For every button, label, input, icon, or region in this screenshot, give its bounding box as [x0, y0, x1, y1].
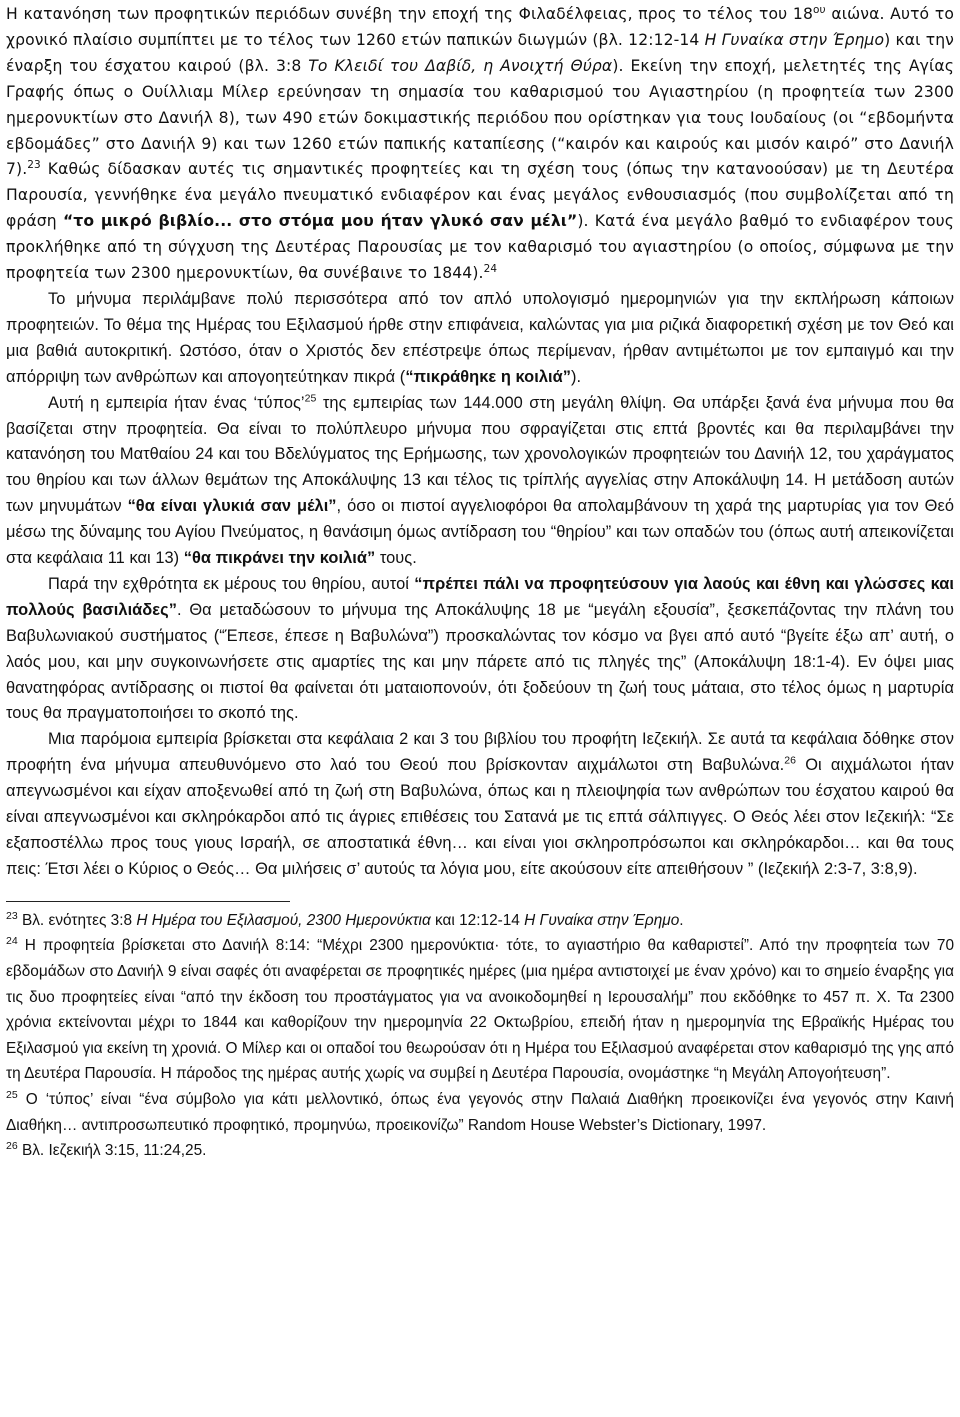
paragraph-2 — [6, 287, 954, 391]
text-run: ). — [570, 367, 582, 386]
footnote-reference: 26 — [784, 754, 797, 767]
text-run: Η προφητεία βρίσκεται στο Δανιήλ 8:14: “Μέχρι 2300 ημερονύκτια· τότε, το αγιαστήριο θα καθαριστεί”. Από την προφητεία των 70 εβδομάδων στο Δανιήλ 9 είναι σαφές ότι αναφέρεται σε προφητικές ημέρες (μια ημέρα αντιστοιχεί με έναν χρόνο) και το σημείο έναρξης για τις δυο προφητείες είναι “από την έκδοση του προστάγματος για να ανοικοδομηθεί η Ιερουσαλήμ” που εκδόθηκε το 457 π. Χ. Τα 2300 χρόνια εκτείνονται μέχρι το 1844 και καθορίζουν την ημερομηνία 22 Οκτωβρίου, επειδή ήταν η ημερομηνία της Εβραϊκής Ημέρας του Εξιλασμού για εκείνη τη χρονιά. Ο Μίλερ και οι οπαδοί του θεωρούσαν ότι η Ημέρα του Εξιλασμού αναφέρεται στον καθαρισμό της γης από τη Δευτέρα Παρουσία. Η πάροδος της ημέρας αυτής χωρίς να συμβεί η Δευτέρα Παρουσία, ονομάστηκε “η Μεγάλη Απογοήτευση”. — [6, 937, 954, 1083]
footnote-reference: 23 — [6, 909, 18, 922]
footnote-separator — [6, 901, 290, 902]
footnote-reference: ου — [812, 3, 826, 16]
footnote-reference: 23 — [27, 159, 41, 172]
text-run: αιώνα. Αυτό το χρονικό πλαίσιο συμπίπτει με το τέλος των 1260 ετών παπικών διωγμών (βλ. 12:12-14 — [6, 5, 954, 49]
bold-quote: “θα είναι γλυκιά σαν μέλι” — [127, 497, 337, 516]
text-run: Παρά την εχθρότητα εκ μέρους του θηρίου, αυτοί — [48, 574, 415, 593]
italic-reference: Η Ημέρα του Εξιλασμού, 2300 Ημερονύκτια — [136, 911, 431, 929]
text-run: Αυτή η εμπειρία ήταν ένας ‘τύπος’ — [48, 393, 305, 412]
footnote-4 — [6, 1138, 954, 1164]
footnote-reference: 25 — [6, 1088, 18, 1101]
footnote-reference: 24 — [6, 935, 18, 948]
body-text — [6, 2, 954, 883]
text-run: ). Εκείνη την εποχή, μελετητές της Αγίας Γραφής όπως ο Ουίλλιαμ Μίλερ ερεύνησαν τη σημασία του καθαρισμού του Αγιαστηρίου (η προφητεία των 2300 ημερονυκτίων στο Δανιήλ 8), των 490 ετών δοκιμαστικής περιόδου που ορίστηκαν για τους Ιουδαίους (οι “εβδομήντα εβδομάδες” στο Δανιήλ 9) και των 1260 ετών παπικής καταπίεσης (“καιρόν και καιρούς και μισόν καιρό” στο Δανιήλ 7). — [6, 56, 955, 179]
footnotes — [6, 908, 954, 1164]
bold-quote: “το μικρό βιβλίο... στο στόμα μου ήταν γλυκό σαν μέλι” — [62, 212, 578, 231]
text-run: Βλ. Ιεζεκιήλ 3:15, 11:24,25. — [17, 1142, 207, 1160]
text-run: , όσο οι πιστοί αγγελιοφόροι θα απολαμβάνουν τη χαρά της μαρτυρίας για τον Θεό μέσω της δύναμης του Αγίου Πνεύματος, η θανάσιμη όμως αντίδραση του “θηρίου” και των οπαδών του (όπως αυτή απεικονίζεται στα κεφάλαια 11 και 13) — [6, 497, 954, 568]
footnote-reference: 24 — [483, 262, 498, 275]
bold-quote: “θα πικράνει την κοιλιά” — [183, 549, 376, 568]
text-run: Οι αιχμάλωτοι ήταν απεγνωσμένοι και είχαν αποξενωθεί από τη ζωή στη Βαβυλώνα, όπως και η πλειοψηφία των ανθρώπων του έσχατου καιρού θα είναι απεγνωσμένοι και σκληρόκαρδοι από τις άγριες επιθέσεις του Σατανά με τις επτά σάλπιγγες. Ο Θεός λέει στον Ιεζεκιήλ: “Σε εξαποστέλλω προς τους γιους Ισραήλ, σε αποστατικά έθνη… και είναι γιοι σκληροπρόσωποι και σκληρόκαρδοι… και θα τους πεις: Έτσι λέει ο Κύριος ο Θεός… Θα μιλήσεις σ’ αυτούς τα λόγια μου, είτε ακούσουν είτε απειθήσουν ” (Ιεζεκιήλ 2:3-7, 3:8,9). — [6, 756, 955, 878]
footnote-reference: 26 — [6, 1140, 18, 1153]
text-run: της εμπειρίας των 144.000 στη μεγάλη θλίψη. Θα υπάρξει ξανά ένα μήνυμα που θα βασίζεται στην προφητεία. Θα είναι το πολύπλευρο μήνυμα που σφραγίζεται στις επτά βροντές και θα περιλαμβάνει την κατανόηση του Ματθαίου 24 και του Βδελύγματος της Ερήμωσης, των χρονολογικών προφητειών του Δανιήλ 12, του χαράγματος του θηρίου και των άλλων θεμάτων της Αποκάλυψης 13 και τέλος τις τρίπλής αγγελίας στην Αποκάλυψη 14. Η μετάδοση αυτών των μηνυμάτων — [6, 393, 954, 516]
text-run: . Θα μεταδώσουν το μήνυμα της Αποκάλυψης 18 με “μεγάλη εξουσία”, ξεσκεπάζοντας την πλάνη του Βαβυλωνιακού συστήματος (“Έπεσε, έπεσε η Βαβυλώνα”) προσκαλώντας τον κόσμο να βγει από αυτό “βγείτε έξω απ’ αυτή, ο λαός μου, και μην συγκοινωνήσετε στις αμαρτίες της και μην πάρετε από τις πληγές της” (Αποκάλυψη 18:1-4). Εν όψει μιας θανατηφόρας αντίδρασης οι πιστοί θα φαίνεται ότι ματαιοπονούν, ότι ξοδεύουν τη ζωή τους μάταια, στο τέλος όμως η μαρτυρία τους θα πραγματοποιήσει το σκοπό της. — [6, 600, 954, 723]
text-run: Μια παρόμοια εμπειρία βρίσκεται στα κεφάλαια 2 και 3 του βιβλίου του προφήτη Ιεζεκιήλ. Σε αυτά τα κεφάλαια δόθηκε στον προφήτη ένα μήνυμα απευθυνόμενο στο λαό του Θεού που βρίσκονταν αιχμάλωτοι στη Βαβυλώνα. — [6, 730, 954, 775]
footnote-reference: 25 — [304, 392, 317, 405]
text-run: και 12:12-14 — [430, 911, 525, 929]
paragraph-3 — [6, 391, 954, 572]
text-run: ) και την έναρξη του έσχατου καιρού (βλ. 3:8 — [6, 30, 954, 75]
paragraph-4 — [6, 572, 954, 727]
text-run: Η κατανόηση των προφητικών περιόδων συνέβη την εποχή της Φιλαδέλφειας, προς το τέλος του 18 — [6, 5, 813, 23]
text-run: Καθώς δίδασκαν αυτές τις σημαντικές προφητείες και τη σχέση τους (όπως την κατανοούσαν) με τη Δευτέρα Παρουσία, γεννήθηκε ένα μεγάλο πνευματικό ενδιαφέρον και ένας μεγάλος ενθουσιασμός (που συμβολίζεται από τη φράση — [6, 160, 954, 231]
footnote-2 — [6, 933, 954, 1087]
paragraph-1 — [6, 2, 954, 287]
italic-reference: Η Γυναίκα στην Έρημο — [524, 911, 680, 929]
paragraph-5 — [6, 727, 954, 882]
text-run: τους. — [375, 549, 417, 568]
bold-quote: “πρέπει πάλι να προφητεύσουν για λαούς και έθνη και γλώσσες και πολλούς βασιλιάδες” — [6, 574, 954, 619]
bold-quote: “πικράθηκε η κοιλιά” — [405, 367, 571, 386]
footnote-3 — [6, 1087, 954, 1138]
text-run: Βλ. ενότητες 3:8 — [17, 911, 137, 929]
text-run: . — [679, 911, 684, 929]
text-run: Ο ‘τύπος’ είναι “ένα σύμβολο για κάτι μελλοντικό, όπως ένα γεγονός στην Παλαιά Διαθήκη προεικονίζει ένα γεγονός στην Καινή Διαθήκη… αντιπροσωπευτικό προφητικό, προμηνύω, προεικονίζω” Random House Webster’s Dictionary, 1997. — [6, 1090, 954, 1134]
text-run: Το μήνυμα περιλάμβανε πολύ περισσότερα από τον απλό υπολογισμό ημερομηνιών για την εκπλήρωση κάποιων προφητειών. Το θέμα της Ημέρας του Εξιλασμού ήρθε στην επιφάνεια, καλώντας για μια ριζικά διαφορετική σχέση με τον Θεό και μια βαθιά αυτοκριτική. Ωστόσο, όταν ο Χριστός δεν επέστρεψε όπως περίμεναν, ήρθαν αντιμέτωποι με τον εμπαιγμό και την απόρριψη των ανθρώπων και απογοητεύτηκαν πικρά ( — [6, 289, 954, 386]
italic-reference: Η Γυναίκα στην Έρημο — [704, 30, 885, 49]
text-run: ). Κατά ένα μεγάλο βαθμό το ενδιαφέρον τους προκλήθηκε από τη σύγχυση της Δευτέρας Παρουσίας με τον καθαρισμό του αγιαστηρίου (ο οποίος, σύμφωνα με την προφητεία των 2300 ημερονυκτίων, θα συνέβαινε το 1844). — [6, 212, 954, 283]
footnote-1 — [6, 908, 954, 934]
italic-reference: Το Κλειδί του Δαβίδ, η Ανοιχτή Θύρα — [308, 56, 613, 75]
